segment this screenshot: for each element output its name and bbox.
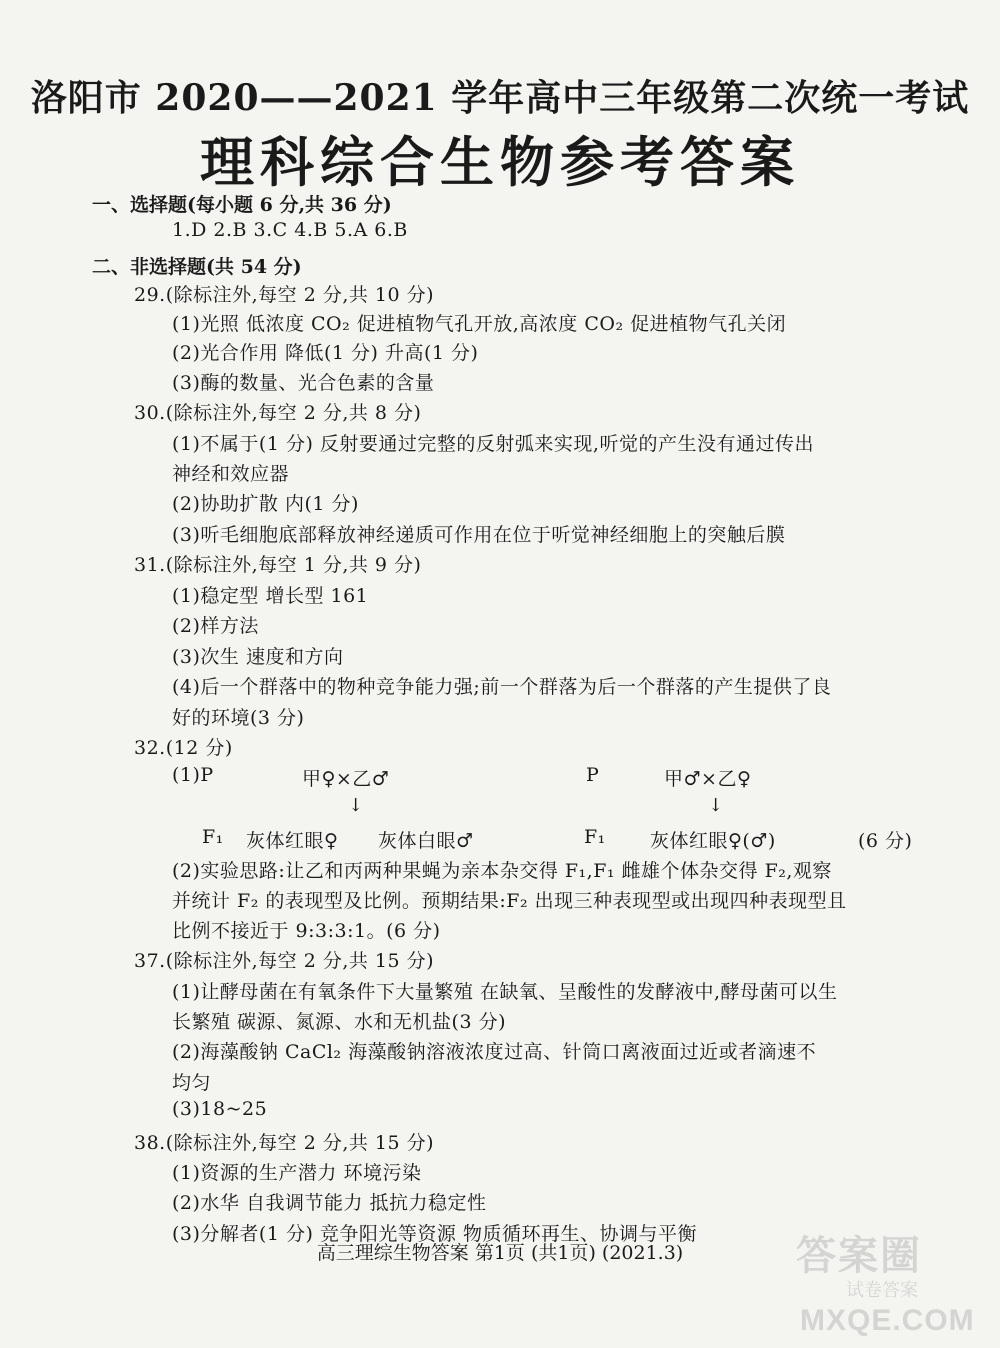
cross-1-f1-female: 灰体红眼♀	[246, 830, 339, 852]
q31-answer-1: (1)稳定型 增长型 161	[172, 585, 369, 607]
q32-answer-2-cont2: 比例不接近于 9:3:3:1。(6 分)	[172, 920, 441, 942]
cross-2-arrow: ↓	[708, 795, 724, 816]
cross-1-parents: 甲♀×乙♂	[302, 768, 390, 790]
watermark-subtitle: 试卷答案	[846, 1280, 918, 1300]
q37-answer-3: (3)18~25	[172, 1098, 268, 1120]
q31-answer-4: (4)后一个群落中的物种竞争能力强;前一个群落为后一个群落的产生提供了良	[172, 676, 832, 698]
q37-answer-2: (2)海藻酸钠 CaCl₂ 海藻酸钠溶液浓度过高、针筒口离液面过近或者滴速不	[172, 1041, 817, 1063]
q29-answer-2: (2)光合作用 降低(1 分) 升高(1 分)	[172, 342, 479, 364]
cross-2-parents: 甲♂×乙♀	[664, 768, 752, 790]
q38-answer-2: (2)水华 自我调节能力 抵抗力稳定性	[172, 1192, 487, 1214]
q29-answer-3: (3)酶的数量、光合色素的含量	[172, 372, 435, 394]
q38-answer-3: (3)分解者(1 分) 竞争阳光等资源 物质循环再生、协调与平衡	[172, 1223, 697, 1245]
q32-heading: 32.(12 分)	[134, 737, 233, 759]
q37-heading: 37.(除标注外,每空 2 分,共 15 分)	[134, 950, 435, 972]
cross-1-arrow: ↓	[348, 795, 364, 816]
answer-key-title: 理科综合生物参考答案	[200, 130, 800, 194]
watermark-url: MXQE.COM	[800, 1304, 975, 1337]
cross-1-f1-label: F₁	[202, 826, 224, 848]
cross-2-p-label: P	[586, 764, 600, 786]
section-1-heading: 一、选择题(每小题 6 分,共 36 分)	[92, 194, 392, 216]
q31-answer-4-cont: 好的环境(3 分)	[172, 707, 305, 729]
q32-answer-2: (2)实验思路:让乙和丙两种果蝇为亲本杂交得 F₁,F₁ 雌雄个体杂交得 F₂,观察	[172, 860, 832, 882]
section-2-heading: 二、非选择题(共 54 分)	[92, 256, 302, 278]
q30-answer-2: (2)协助扩散 内(1 分)	[172, 493, 359, 515]
watermark-brand: 答案圈	[796, 1234, 922, 1278]
q38-answer-1: (1)资源的生产潜力 环境污染	[172, 1162, 422, 1184]
q32-answer-2-cont: 并统计 F₂ 的表现型及比例。预期结果:F₂ 出现三种表现型或出现四种表现型且	[172, 890, 847, 912]
q31-heading: 31.(除标注外,每空 1 分,共 9 分)	[134, 554, 422, 576]
cross-2-f1-label: F₁	[584, 826, 606, 848]
q37-answer-1: (1)让酵母菌在有氧条件下大量繁殖 在缺氧、呈酸性的发酵液中,酵母菌可以生	[172, 981, 838, 1003]
q30-answer-1: (1)不属于(1 分) 反射要通过完整的反射弧来实现,听觉的产生没有通过传出	[172, 433, 814, 455]
q30-answer-3: (3)听毛细胞底部释放神经递质可作用在位于听觉神经细胞上的突触后膜	[172, 524, 786, 546]
q30-heading: 30.(除标注外,每空 2 分,共 8 分)	[134, 402, 422, 424]
q31-answer-2: (2)样方法	[172, 615, 259, 637]
q38-heading: 38.(除标注外,每空 2 分,共 15 分)	[134, 1132, 435, 1154]
exam-title: 洛阳市 2020——2021 学年高中三年级第二次统一考试	[30, 77, 970, 119]
choice-answers: 1.D 2.B 3.C 4.B 5.A 6.B	[172, 219, 408, 241]
q37-answer-2-cont: 均匀	[172, 1072, 212, 1094]
q29-answer-1: (1)光照 低浓度 CO₂ 促进植物气孔开放,高浓度 CO₂ 促进植物气孔关闭	[172, 313, 787, 335]
watermark-logo	[790, 1224, 980, 1342]
cross-1-p-label: (1)P	[172, 764, 214, 786]
q29-heading: 29.(除标注外,每空 2 分,共 10 分)	[134, 284, 435, 306]
page-footer: 高三理综生物答案 第1页 (共1页) (2021.3)	[316, 1242, 684, 1264]
cross-1-f1-male: 灰体白眼♂	[378, 830, 474, 852]
q30-answer-1-cont: 神经和效应器	[172, 463, 290, 485]
q31-answer-3: (3)次生 速度和方向	[172, 646, 344, 668]
q37-answer-1-cont: 长繁殖 碳源、氮源、水和无机盐(3 分)	[172, 1011, 506, 1033]
q32-part1-score: (6 分)	[858, 830, 913, 852]
cross-2-f1-offspring: 灰体红眼♀(♂)	[650, 830, 776, 852]
